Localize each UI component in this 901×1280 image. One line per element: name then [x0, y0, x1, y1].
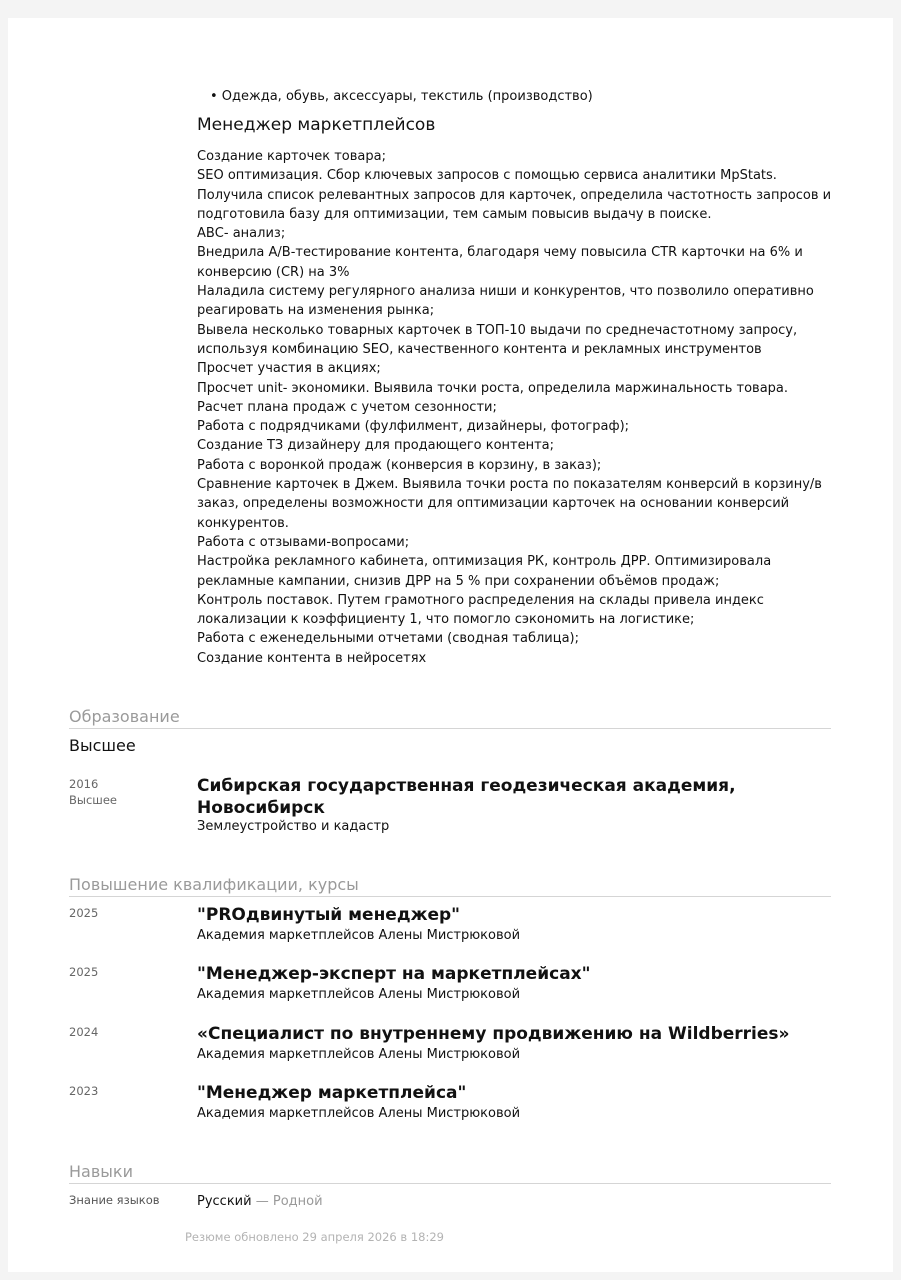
duty-item: Работа с еженедельными отчетами (сводная таблица);	[197, 631, 579, 647]
language-separator: —	[255, 1194, 269, 1209]
course-org: Академия маркетплейсов Алены Мистрюковой	[197, 928, 521, 943]
duty-item: Создание карточек товара;	[197, 149, 386, 164]
duties-list	[197, 147, 847, 668]
duty-item: Сравнение карточек в Джем. Выявила точки роста по показателям конверсий в корзину/в заказ, определены возможности для оптимизации карточек на основании конверсий конкурентов.	[197, 477, 822, 531]
duty-item: Создание ТЗ дизайнеру для продающего контента;	[197, 438, 555, 454]
course-org: Академия маркетплейсов Алены Мистрюковой	[197, 1106, 521, 1121]
duty-item: SEO оптимизация. Сбор ключевых запросов с помощью сервиса аналитики MpStats. Получила список релевантных запросов для карточек, определила частотность запросов и подготовила базу для оптимизации, тем самым повысив выдачу в поиске.	[197, 168, 832, 222]
education-level: Высшее	[69, 736, 136, 755]
course-org: Академия маркетплейсов Алены Мистрюковой	[197, 1047, 521, 1062]
skills-heading: Навыки	[69, 1162, 831, 1184]
education-heading: Образование	[69, 707, 831, 729]
duty-item: Создание контента в нейросетях	[197, 650, 427, 666]
course-title: "Менеджер-эксперт на маркетплейсах"	[197, 964, 591, 984]
language-level: Родной	[272, 1194, 323, 1209]
course-year: 2023	[69, 1084, 99, 1098]
duty-item: Работа с воронкой продаж (конверсия в корзину, в заказ);	[197, 457, 602, 473]
duty-item: Расчет плана продаж с учетом сезонности;	[197, 399, 497, 415]
course-year: 2024	[69, 1025, 99, 1039]
language-entry	[197, 1193, 323, 1211]
education-specialty: Землеустройство и кадастр	[197, 819, 390, 834]
updated-footer: Резюме обновлено 29 апреля 2026 в 18:29	[185, 1230, 444, 1244]
education-year: 2016	[69, 777, 99, 791]
language-name: Русский	[197, 1194, 252, 1209]
duty-item: Наладила систему регулярного анализа ниши и конкурентов, что позволило оперативно реагировать на изменения рынка;	[197, 284, 814, 319]
course-title: «Специалист по внутреннему продвижению на Wildberries»	[197, 1024, 790, 1044]
courses-heading: Повышение квалификации, курсы	[69, 875, 831, 897]
duty-item: Работа с подрядчиками (фулфилмент, дизайнеры, фотограф);	[197, 419, 630, 435]
duty-item: Вывела несколько товарных карточек в ТОП-10 выдачи по среднечастотному запросу, используя комбинацию SEO, качественного контента и рекламных инструментов	[197, 322, 798, 357]
education-degree: Высшее	[69, 793, 117, 807]
duty-item: Работа с отзывами-вопросами;	[197, 534, 410, 550]
duty-item: Просчет участия в акциях;	[197, 361, 381, 377]
duty-item: Внедрила А/В-тестирование контента, благодаря чему повысила CTR карточки на 6% и конверсию (CR) на 3%	[197, 245, 803, 280]
course-year: 2025	[69, 906, 99, 920]
industry-bullet: • Одежда, обувь, аксессуары, текстиль (производство)	[210, 89, 593, 104]
course-year: 2025	[69, 965, 99, 979]
duty-item: Контроль поставок. Путем грамотного распределения на склады привела индекс локализации к коэффициенту 1, что помогло сэкономить на логистике;	[197, 592, 764, 628]
course-title: "PROдвинутый менеджер"	[197, 905, 461, 925]
duty-item: АВС- анализ;	[197, 226, 286, 242]
duty-item: Просчет unit- экономики. Выявила точки роста, определила маржинальность товара.	[197, 380, 789, 396]
duty-item: Настройка рекламного кабинета, оптимизация РК, контроль ДРР. Оптимизировала рекламные кампании, снизив ДРР на 5 % при сохранении объёмов продаж;	[197, 554, 772, 589]
institution-title: Сибирская государственная геодезическая академия, Новосибирск	[197, 776, 736, 818]
course-title: "Менеджер маркетплейса"	[197, 1083, 467, 1103]
position-title: Менеджер маркетплейсов	[197, 115, 436, 135]
languages-label: Знание языков	[69, 1193, 160, 1207]
course-org: Академия маркетплейсов Алены Мистрюковой	[197, 987, 521, 1002]
